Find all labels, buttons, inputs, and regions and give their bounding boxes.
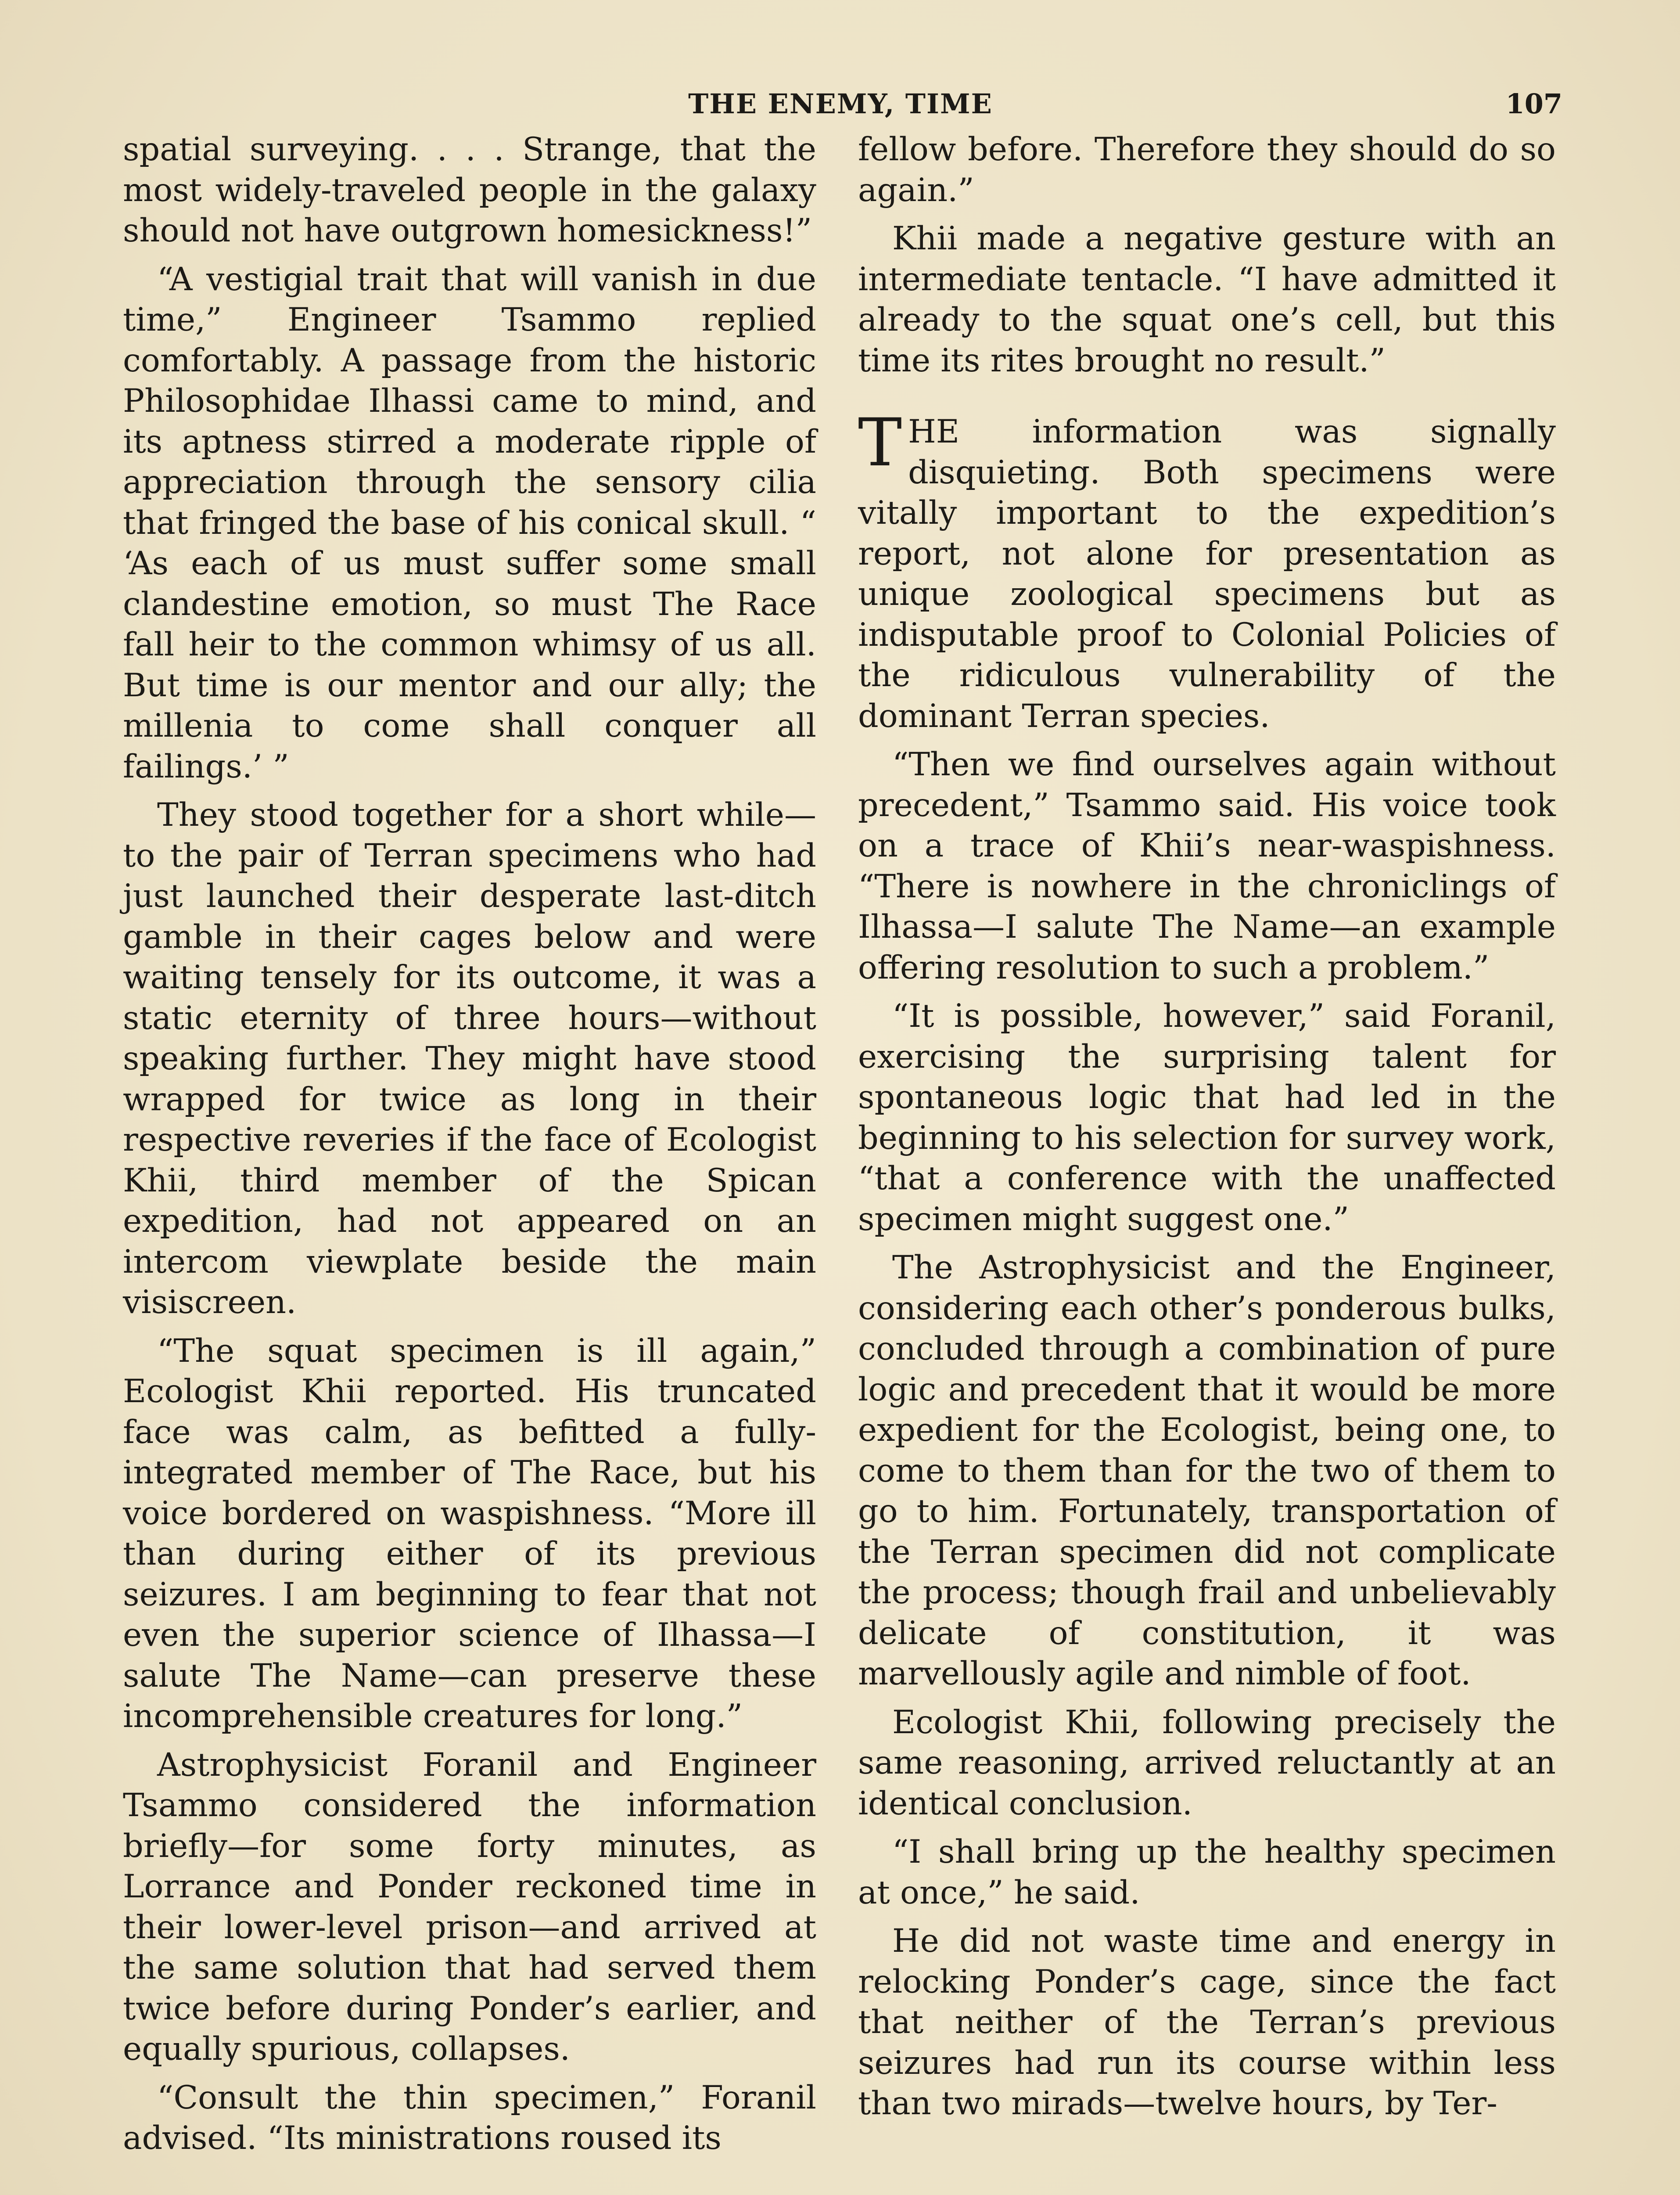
paragraph: The Astrophysicist and the Engineer, considering each other’s ponderous bulks, concluded through a combination of pure logic and precedent that it would be more expedient for the Ecologist, being one, to come to them than for the two of them to go to him. Fortunately, transportation of the Terran specimen did not complicate the process; though frail and unbelievably delicate of constitution, it was marvellously agile and nimble of foot. <box>858 1249 1556 1692</box>
paragraph: Khii made a negative gesture with an intermediate tentacle. “I have admitted it already to the squat one’s cell, but this time its rites brought no result.” <box>858 220 1556 379</box>
paragraph: Ecologist Khii, following precisely the same reasoning, arrived reluctantly at an identical conclusion. <box>858 1703 1556 1822</box>
running-title: THE ENEMY, TIME <box>688 88 993 120</box>
paragraph: “Consult the thin specimen,” Foranil advised. “Its ministrations roused its <box>123 2079 816 2157</box>
paragraph: He did not waste time and energy in relocking Ponder’s cage, since the fact that neither of the Terran’s previous seizures had run its course within less than two mirads—twelve hours, by Ter- <box>858 1922 1556 2122</box>
paragraph: fellow before. Therefore they should do so again.” <box>858 131 1556 209</box>
left-column <box>123 130 816 2167</box>
drop-cap: T <box>858 405 902 481</box>
paragraph: “A vestigial trait that will vanish in due time,” Engineer Tsammo replied comfortably. A passage from the historic Philosophidae Ilhassi came to mind, and its aptness stirred a moderate ripple of appreciation through the sensory cilia that fringed the base of his conical skull. “ ‘As each of us must suffer some small clandestine emotion, so must The Race fall heir to the common whimsy of us all. But time is our mentor and our ally; the millenia to come shall conquer all failings.’ ” <box>123 260 816 785</box>
page-number: 107 <box>1505 88 1562 120</box>
paragraph: “The squat specimen is ill again,” Ecologist Khii reported. His truncated face was calm, as befitted a fully-integrated member of The Race, but his voice bordered on waspishness. “More ill than during either of its previous seizures. I am beginning to fear that not even the superior science of Ilhassa—I salute The Name—can preserve these incomprehensible creatures for long.” <box>123 1332 816 1735</box>
paragraph-text: HE information was signally disquieting. Both specimens were vitally important to the expedition’s report, not alone for presentation as unique zoological specimens but as indisputable proof to Colonial Policies of the ridiculous vulnerability of the dominant Terran species. <box>858 413 1556 735</box>
paragraph: “I shall bring up the healthy specimen at once,” he said. <box>858 1833 1556 1911</box>
running-head <box>118 83 1562 132</box>
paragraph: Astrophysicist Foranil and Engineer Tsammo considered the information briefly—for some forty minutes, as Lorrance and Ponder reckoned time in their lower-level prison—and arrived at the same solution that had served them twice before during Ponder’s earlier, and equally spurious, collapses. <box>123 1746 816 2068</box>
section-start-paragraph <box>858 405 1556 737</box>
paragraph: “It is possible, however,” said Foranil, exercising the surprising talent for spontaneous logic that had led in the beginning to his selection for survey work, “that a conference with the unaffected specimen might suggest one.” <box>858 997 1556 1238</box>
right-column <box>858 130 1556 2132</box>
paragraph: “Then we find ourselves again without precedent,” Tsammo said. His voice took on a trace of Khii’s near-waspishness. “There is nowhere in the chroniclings of Ilhassa—I salute The Name—an example offering resolution to such a problem.” <box>858 746 1556 986</box>
paragraph: They stood together for a short while—to the pair of Terran specimens who had just launched their desperate last-ditch gamble in their cages below and were waiting tensely for its outcome, it was a static eternity of three hours—without speaking further. They might have stood wrapped for twice as long in their respective reveries if the face of Ecologist Khii, third member of the Spican expedition, had not appeared on an intercom viewplate beside the main visiscreen. <box>123 796 816 1321</box>
paragraph: spatial surveying. . . . Strange, that the most widely-traveled people in the galaxy should not have outgrown homesickness!” <box>123 131 816 249</box>
